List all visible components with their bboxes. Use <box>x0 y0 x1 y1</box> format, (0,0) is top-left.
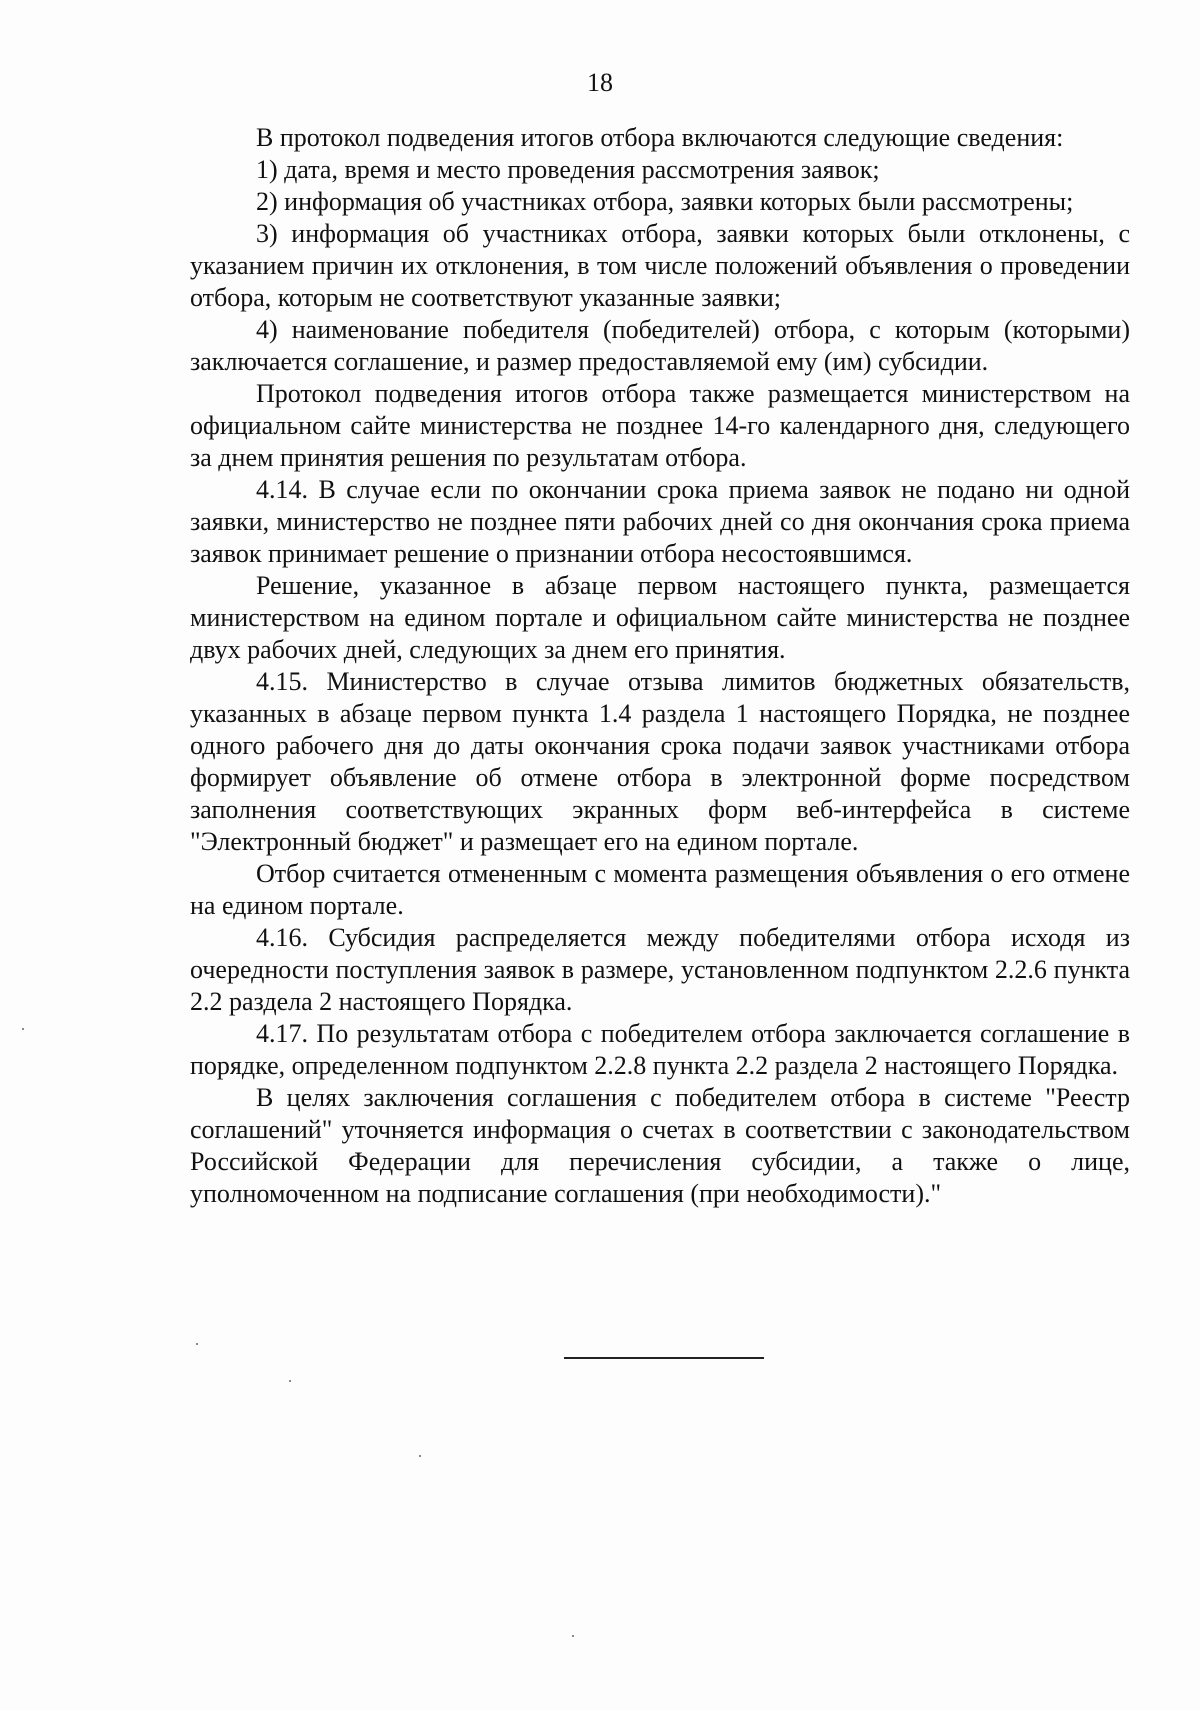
end-separator-line <box>564 1357 764 1359</box>
scan-speck <box>572 1635 574 1637</box>
paragraph-4-14: 4.14. В случае если по окончании срока приема заявок не подано ни одной заявки, министерство не позднее пяти рабочих дней со дня окончания срока приема заявок принимает решение о признании отбора несостоявшимся. <box>190 475 1130 568</box>
scan-speck <box>419 1455 421 1457</box>
paragraph-4-17: 4.17. По результатам отбора с победителем отбора заключается соглашение в порядке, определенном подпунктом 2.2.8 пункта 2.2 раздела 2 настоящего Порядка. <box>190 1019 1130 1080</box>
paragraph-agreement-register: В целях заключения соглашения с победителем отбора в системе "Реестр соглашений" уточняется информация о счетах в соответствии с законодательством Российской Федерации для перечисления субсидии, а также о лице, уполномоченном на подписание соглашения (при необходимости)." <box>190 1083 1130 1208</box>
paragraph-4-15: 4.15. Министерство в случае отзыва лимитов бюджетных обязательств, указанных в абзаце первом пункта 1.4 раздела 1 настоящего Порядка, не позднее одного рабочего дня до даты окончания срока подачи заявок участниками отбора формирует объявление об отмене отбора в электронной форме посредством заполнения соответствующих экранных форм веб-интерфейса в системе "Электронный бюджет" и размещает его на едином портале. <box>190 667 1130 856</box>
scan-speck <box>22 1028 24 1030</box>
scan-speck <box>289 1380 291 1382</box>
paragraph-decision-publication: Решение, указанное в абзаце первом настоящего пункта, размещается министерством на едином портале и официальном сайте министерства не позднее двух рабочих дней, следующих за днем его принятия. <box>190 571 1130 664</box>
paragraph-item-1: 1) дата, время и место проведения рассмотрения заявок; <box>256 155 880 184</box>
paragraph-cancellation: Отбор считается отмененным с момента размещения объявления о его отмене на едином портале. <box>190 859 1130 920</box>
scan-speck <box>196 1343 198 1345</box>
paragraph-protocol-publication: Протокол подведения итогов отбора также размещается министерством на официальном сайте министерства не позднее 14-го календарного дня, следующего за днем принятия решения по результатам отбора. <box>190 379 1130 472</box>
paragraph-item-3: 3) информация об участниках отбора, заявки которых были отклонены, с указанием причин их отклонения, в том числе положений объявления о проведении отбора, которым не соответствуют указанные заявки; <box>190 219 1130 312</box>
page-number: 18 <box>587 68 613 97</box>
paragraph-item-2: 2) информация об участниках отбора, заявки которых были рассмотрены; <box>256 187 1074 216</box>
paragraph-4-16: 4.16. Субсидия распределяется между победителями отбора исходя из очередности поступления заявок в размере, установленном подпунктом 2.2.6 пункта 2.2 раздела 2 настоящего Порядка. <box>190 923 1130 1016</box>
paragraph-item-4: 4) наименование победителя (победителей) отбора, с которым (которыми) заключается соглашение, и размер предоставляемой ему (им) субсидии. <box>190 315 1130 376</box>
paragraph-protocol-intro: В протокол подведения итогов отбора включаются следующие сведения: <box>256 123 1064 152</box>
document-body <box>190 122 1130 1210</box>
